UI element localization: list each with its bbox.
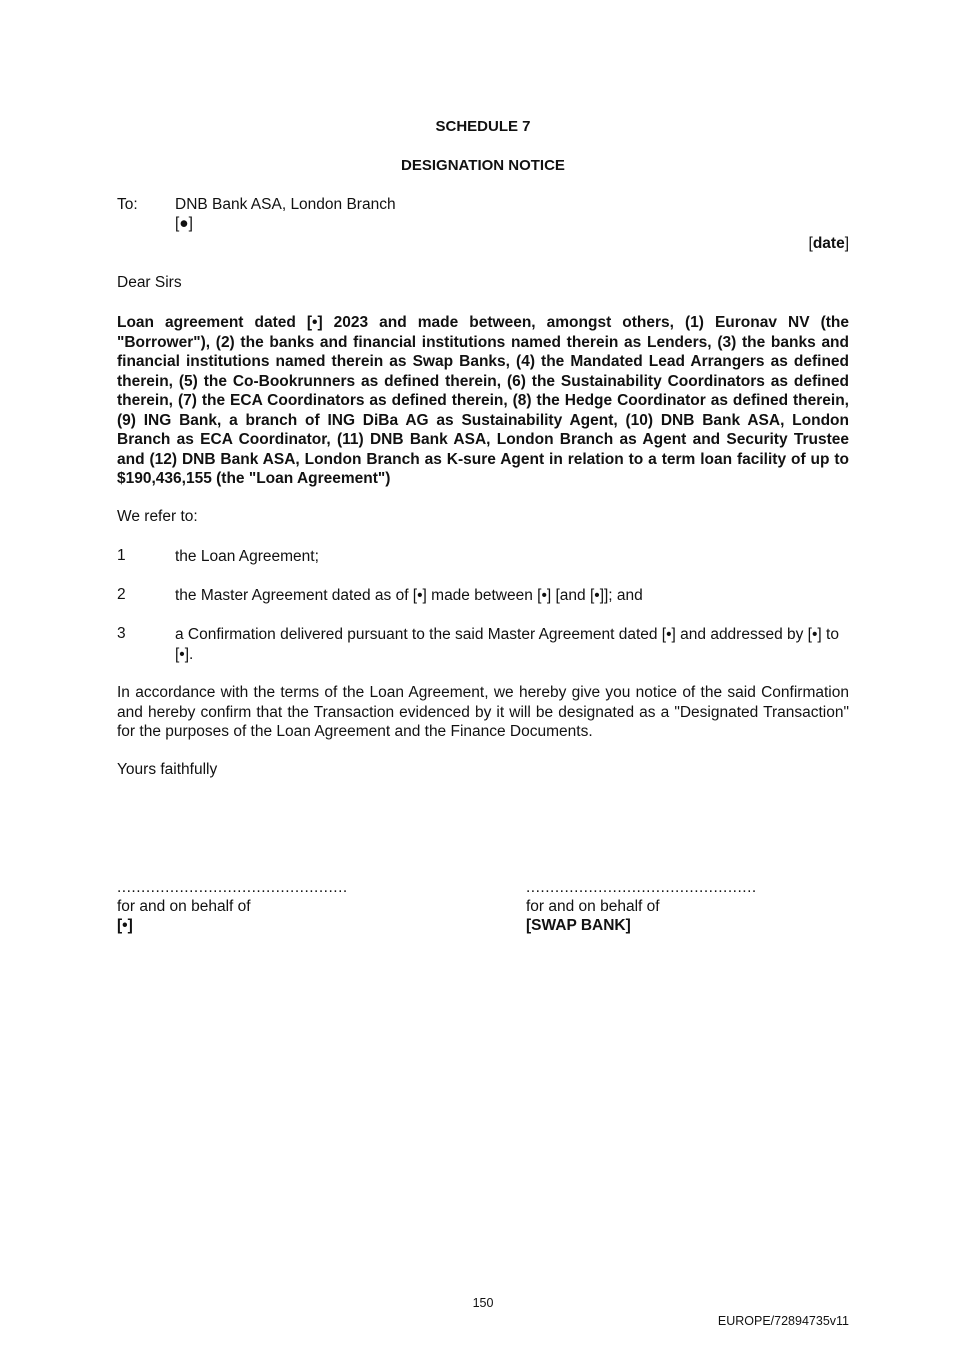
body-paragraph: In accordance with the terms of the Loan Agreement, we hereby give you notice of the said Confirmation and hereby confirm that the Transaction evidenced by it will be designated as a "Designated Transaction" for the purposes of the Loan Agreement and the Finance Documents. — [117, 684, 849, 740]
list-item-number: 3 — [117, 625, 126, 642]
addressee-name: DNB Bank ASA, London Branch — [175, 196, 396, 213]
heading-paragraph: Loan agreement dated [•] 2023 and made between, amongst others, (1) Euronav NV (the "Borrower"), (2) the banks and financial institutions named therein as Lenders, (3) the banks and financial institutions named therein as Swap Banks, (4) the Mandated Lead Arrangers as defined therein, (5) the Co-Bookrunners as defined therein, (6) the Sustainability Coordinators as defined therein, (7) the ECA Coordinators as defined therein, (8) the Hedge Coordinator as defined therein, (9) ING Bank, a branch of ING DiBa AG as Sustainability Agent, (10) DNB Bank ASA, London Branch as ECA Coordinator, (11) DNB Bank ASA, London Branch as Agent and Security Trustee and (12) DNB Bank ASA, London Branch as K-sure Agent in relation to a term loan facility of up to $190,436,155 (the "Loan Agreement") — [117, 314, 849, 487]
refer-intro: We refer to: — [117, 508, 198, 525]
schedule-title: SCHEDULE 7 — [435, 118, 531, 135]
signature-block-left — [117, 878, 348, 935]
closing: Yours faithfully — [117, 761, 218, 778]
signature-behalf: for and on behalf of — [117, 898, 251, 915]
document-reference: EUROPE/72894735v11 — [717, 1314, 849, 1328]
salutation: Dear Sirs — [117, 274, 182, 291]
list-item: a Confirmation delivered pursuant to the said Master Agreement dated [•] and addressed by [•] to [•]. — [175, 626, 839, 663]
list-item: the Loan Agreement; — [175, 548, 319, 565]
signature-line: ................................................ — [117, 879, 348, 896]
date-open-bracket: [ — [808, 235, 813, 252]
to-label: To: — [117, 196, 138, 213]
signature-line: ................................................ — [526, 879, 757, 896]
signature-behalf: for and on behalf of — [526, 898, 660, 915]
addressee-placeholder: [●] — [175, 215, 193, 232]
signature-party: [SWAP BANK] — [526, 917, 631, 934]
list-item-number: 1 — [117, 547, 126, 564]
date-close-bracket: ] — [844, 235, 849, 252]
date-field — [809, 235, 850, 253]
signature-block-right — [526, 878, 757, 935]
page-number: 150 — [472, 1296, 494, 1310]
list-item: the Master Agreement dated as of [•] made between [•] [and [•]]; and — [175, 587, 643, 604]
notice-title: DESIGNATION NOTICE — [401, 157, 565, 174]
date-placeholder: date — [812, 235, 845, 252]
signature-party: [•] — [117, 917, 133, 934]
list-item-number: 2 — [117, 586, 126, 603]
